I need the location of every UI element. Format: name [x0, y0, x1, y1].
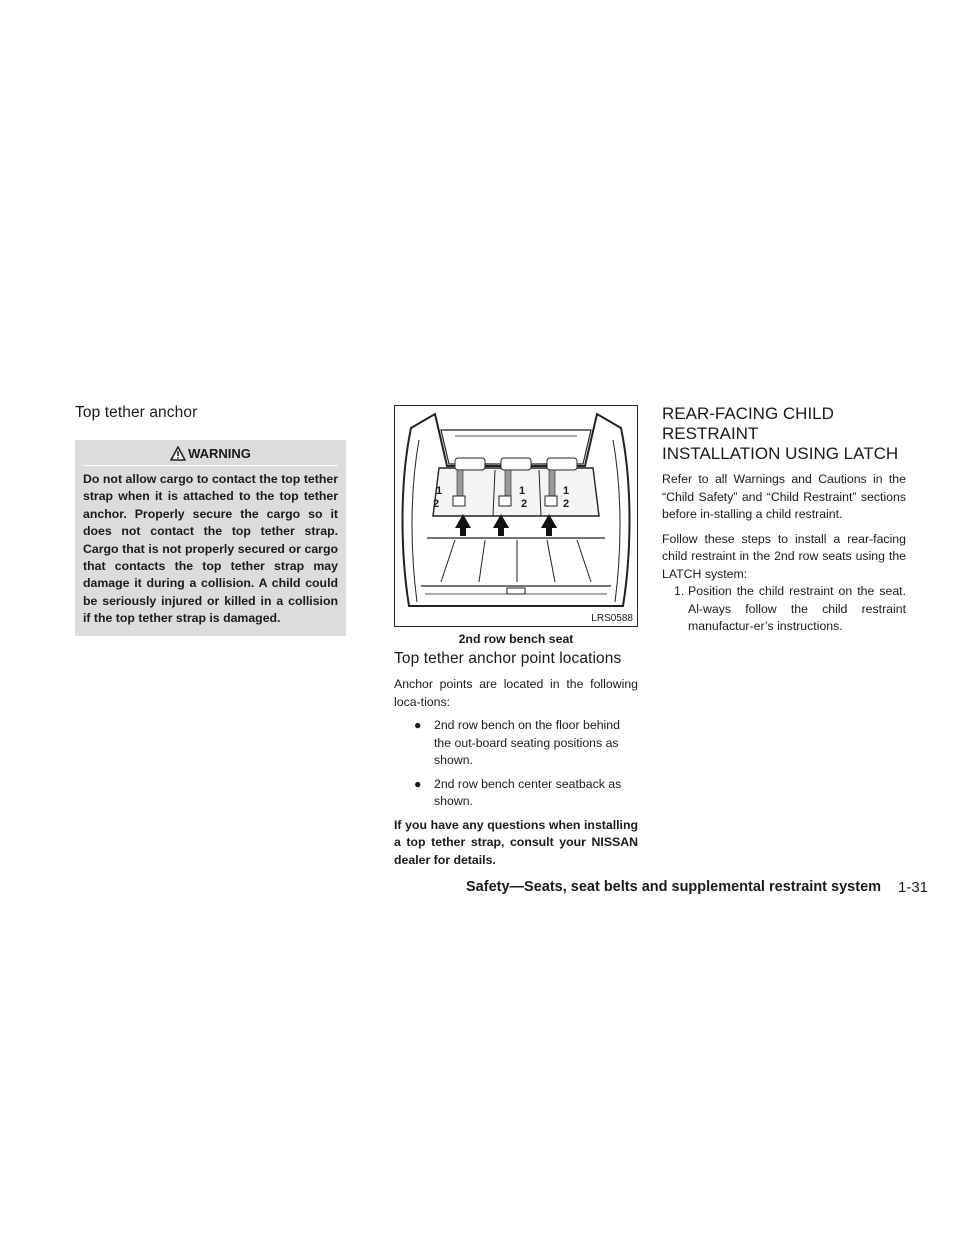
list-item: [414, 776, 638, 811]
bullet-text: 2nd row bench center seatback as shown.: [434, 776, 622, 808]
list-item: [414, 717, 638, 770]
page-number: 1-31: [898, 879, 929, 896]
step-text: Position the child restraint on the seat. Al-ways follow the child restraint manufactur-er’s instructions.: [688, 584, 906, 633]
list-item: [674, 583, 906, 636]
section-heading-top-tether-anchor: Top tether anchor: [75, 404, 198, 421]
latch-paragraph-1: Refer to all Warnings and Cautions in the “Child Safety” and “Child Restraint” sections before in-stalling a child restraint.: [662, 472, 906, 521]
heading-line-1: REAR-FACING CHILD RESTRAINT: [662, 404, 834, 443]
bullet-text: 2nd row bench on the floor behind the out-board seating positions as shown.: [434, 718, 620, 767]
dealer-note: If you have any questions when installing a top tether strap, consult your NISSAN dealer for details.: [394, 817, 638, 867]
anchor-locations-intro: Anchor points are located in the following loca-tions:: [394, 677, 638, 709]
callout-2-right: 2: [563, 498, 570, 510]
figure-code: LRS0588: [591, 613, 633, 624]
cargo-area-drawing: [395, 406, 637, 626]
section-heading-rear-facing-latch: [662, 404, 906, 464]
footer-section-title: Safety—Seats, seat belts and supplemental restraint system: [466, 879, 882, 895]
figure-caption: 2nd row bench seat: [458, 632, 574, 646]
warning-header: [83, 440, 338, 465]
step-number: 1.: [674, 584, 685, 598]
callout-2-center: 2: [521, 498, 528, 510]
warning-text: Do not allow cargo to contact the top tether strap when it is attached to the top tether anchor. Properly secure the cargo so it does not contact the top tether strap. Cargo that is not properly secured or cargo that contacts the top tether strap may damage it during a collision. A child could be seriously injured or killed in a collision if the top tether strap is damaged.: [83, 465, 338, 628]
bullet-icon: ●: [414, 718, 422, 732]
bullet-icon: ●: [414, 776, 422, 791]
callout-2-left: 2: [433, 498, 440, 510]
cargo-area-illustration: [394, 405, 638, 627]
left-column: [75, 404, 346, 636]
right-column: [662, 404, 906, 636]
latch-paragraph-2: Follow these steps to install a rear-facing child restraint in the 2nd row seats using the LATCH system:: [662, 531, 906, 581]
callout-1-center: 1: [519, 485, 526, 497]
heading-line-2: INSTALLATION USING LATCH: [662, 444, 899, 463]
warning-title: WARNING: [188, 446, 251, 461]
callout-1-right: 1: [563, 485, 570, 497]
middle-column: [394, 650, 638, 869]
warning-box: [75, 440, 346, 636]
warning-triangle-icon: [170, 446, 186, 461]
section-heading-anchor-locations: Top tether anchor point locations: [394, 650, 622, 667]
callout-1-left: 1: [436, 485, 443, 497]
